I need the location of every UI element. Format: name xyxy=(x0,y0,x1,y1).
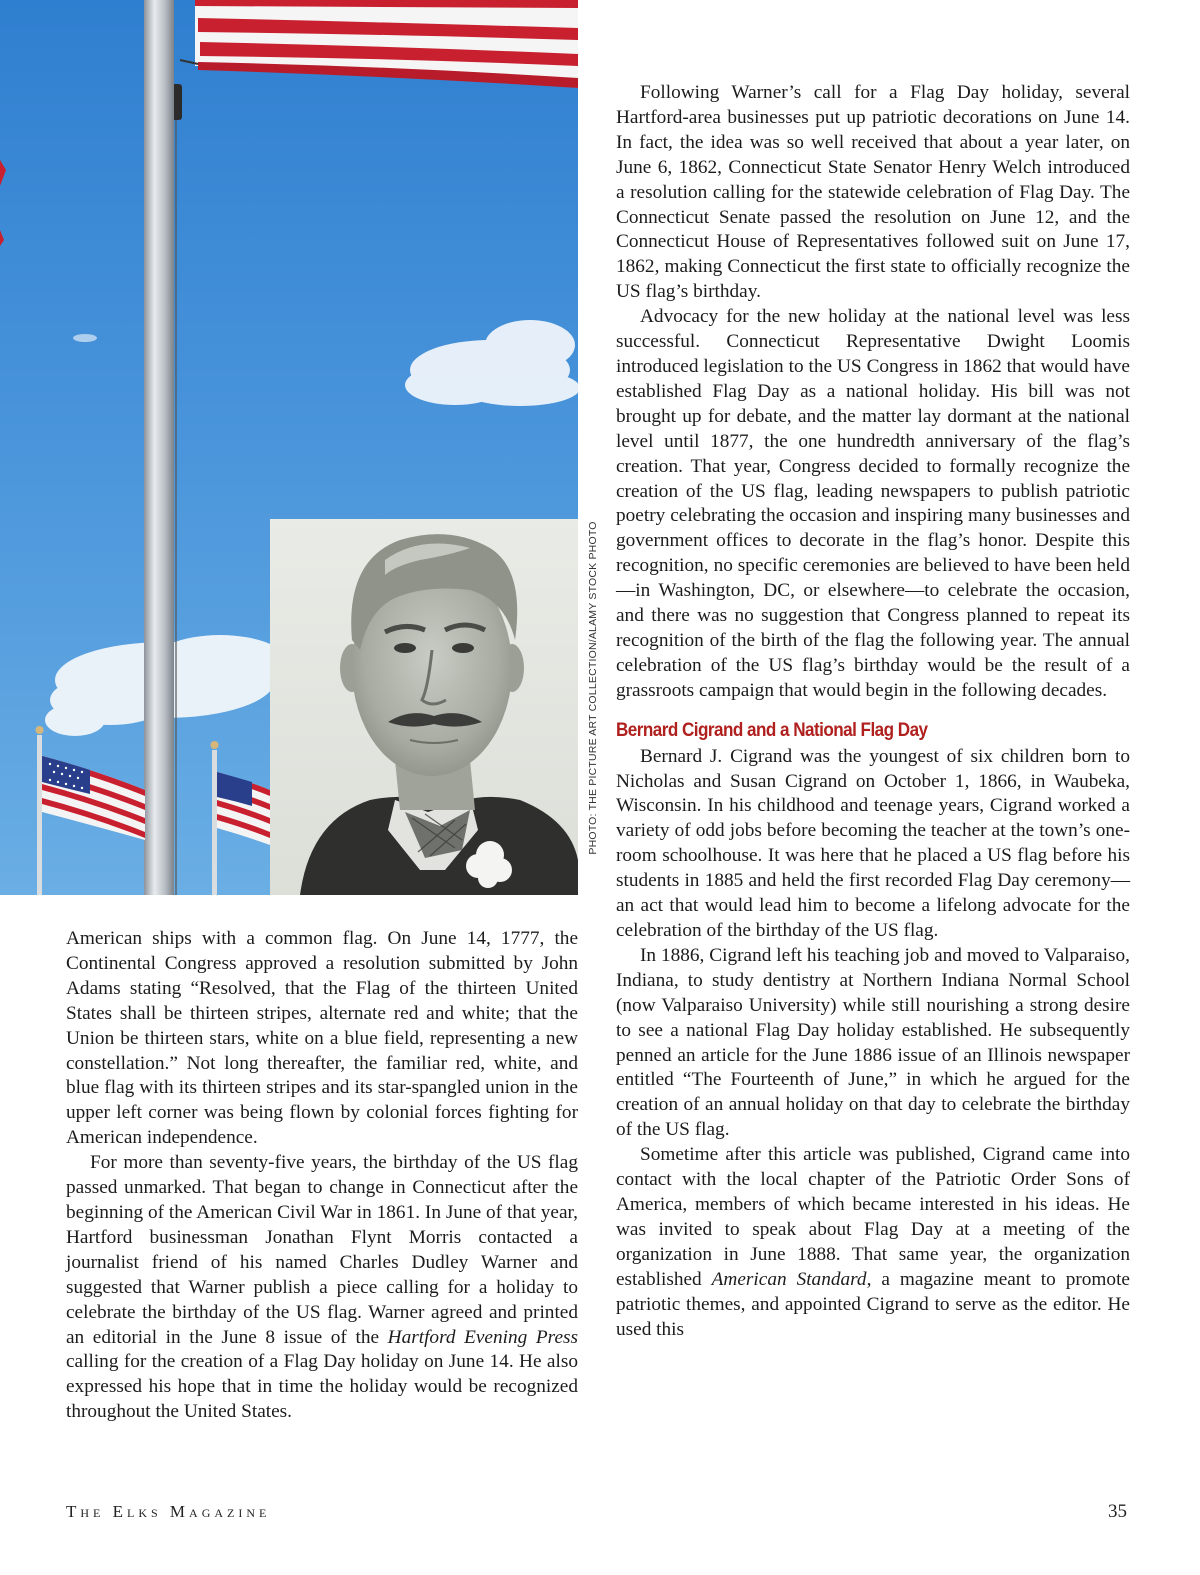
left-column xyxy=(66,927,578,1425)
paragraph: Sometime after this article was published, Cigrand came into contact with the local chapter of the Patriotic Order Sons of America, members of which became interested in his ideas. He was invited to speak about Flag Day at a meeting of the organization in June 1888. That same year, the organization established American Standard, a magazine meant to promote patriotic themes, and appointed Cigrand to serve as the editor. He used this xyxy=(616,1144,1130,1340)
flag-photo-illustration xyxy=(0,0,578,895)
paragraph: Advocacy for the new holiday at the national level was less successful. Connecticut Representative Dwight Loomis introduced legislation to the US Congress in 1862 that would have established Flag Day as a national holiday. His bill was not brought up for debate, and the matter lay dormant at the national level until 1877, the one hundredth anniversary of the flag’s creation. That year, Congress decided to formally recognize the creation of the US flag, leading newspapers to publish patriotic poetry celebrating the occasion and inspiring many businesses and government offices to decorate in the flag’s honor. Despite this recognition, no specific ceremonies are believed to have been held—in Washington, DC, or elsewhere—to celebrate the occasion, and there was no suggestion that Congress planned to repeat its recognition of the birth of the flag the following year. The annual celebration of the US flag’s birthday would be the result of a grassroots campaign that would begin in the following decades. xyxy=(616,306,1130,701)
page-number: 35 xyxy=(1108,1501,1127,1522)
magazine-title: American Standard xyxy=(711,1268,867,1290)
newspaper-title: Hartford Evening Press xyxy=(387,1326,579,1348)
flag-photo xyxy=(0,0,578,895)
right-column xyxy=(616,81,1130,1342)
paragraph: In 1886, Cigrand left his teaching job and moved to Valparaiso, Indiana, to study dentistry at Northern Indiana Normal School (now Valparaiso University) while still nourishing a strong desire to see a national Flag Day holiday established. He subsequently penned an article for the June 1886 issue of an Illinois newspaper entitled “The Fourteenth of June,” in which he argued for the creation of an annual holiday on that day to celebrate the birthday of the US flag. xyxy=(616,944,1130,1141)
paragraph: Bernard J. Cigrand was the youngest of six children born to Nicholas and Susan Cigrand on October 1, 1866, in Waubeka, Wisconsin. In his childhood and teenage years, Cigrand worked a variety of odd jobs before becoming the teacher at the town’s one-room schoolhouse. It was here that he placed a US flag before his students in 1885 and held the first recorded Flag Day ceremony—an act that would lead him to become a lifelong advocate for the celebration of the birthday of the US flag. xyxy=(616,745,1130,941)
section-heading: Bernard Cigrand and a National Flag Day xyxy=(616,719,928,741)
paragraph: Following Warner’s call for a Flag Day holiday, several Hartford-area businesses put up patriotic decorations on June 14. In fact, the idea was so well received that about a year later, on June 6, 1862, Connecticut State Senator Henry Welch introduced a resolution calling for the statewide celebration of Flag Day. The Connecticut Senate passed the resolution on June 12, and the Connecticut House of Representatives followed suit on June 17, 1862, making Connecticut the first state to officially recognize the US flag’s birthday. xyxy=(616,82,1130,303)
portrait-photo xyxy=(270,519,578,895)
paragraph: For more than seventy-five years, the birthday of the US flag passed unmarked. That began to change in Connecticut after the beginning of the American Civil War in 1861. In June of that year, Hartford businessman Jonathan Flynt Morris contacted a journalist friend of his named Charles Dudley Warner and suggested that Warner publish a piece calling for a holiday to celebrate the birthday of the US flag. Warner agreed and printed an editorial in the June 8 issue of the Hartford Evening Press calling for the creation of a Flag Day holiday on June 14. He also expressed his hope that in time the holiday would be recognized throughout the United States. xyxy=(66,1152,579,1423)
paragraph: American ships with a common flag. On June 14, 1777, the Continental Congress approved a resolution submitted by John Adams stating “Resolved, that the Flag of the thirteen United States shall be thirteen stripes, alternate red and white; that the Union be thirteen stars, white on a blue field, representing a new constellation.” Not long thereafter, the familiar red, white, and blue flag with its thirteen stripes and its star-spangled union in the upper left corner was being flown by colonial forces fighting for American independence. xyxy=(66,928,578,1149)
magazine-name: The Elks Magazine xyxy=(66,1502,271,1521)
photo-credit: PHOTO: THE PICTURE ART COLLECTION/ALAMY STOCK PHOTO xyxy=(587,520,599,855)
flagpole xyxy=(144,0,174,895)
